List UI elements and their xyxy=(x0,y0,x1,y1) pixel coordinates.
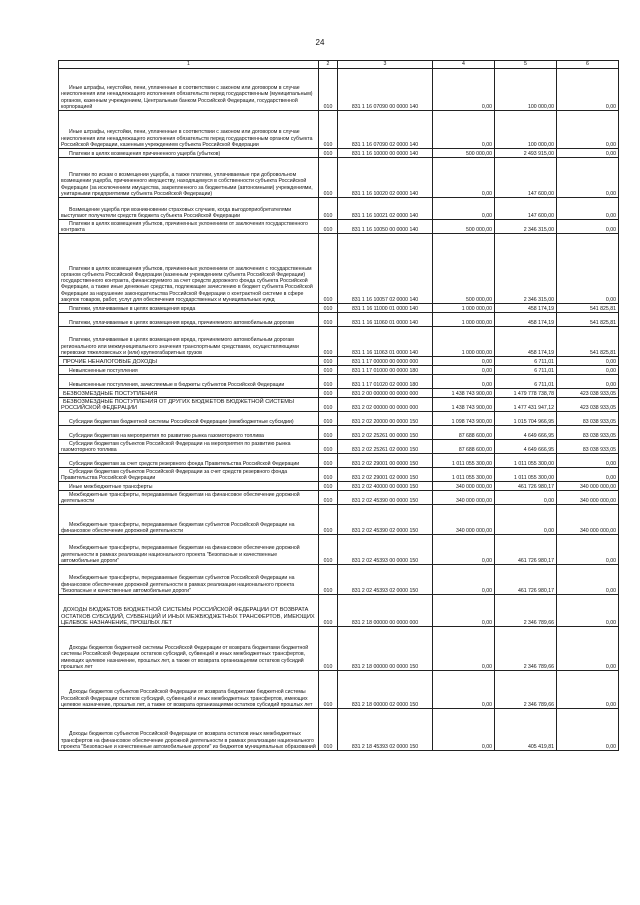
unexecuted-amount-cell: 340 000 000,00 xyxy=(557,505,619,535)
budget-classification-code-cell: 831 2 18 00000 02 0000 150 xyxy=(338,671,433,709)
budget-classification-code-cell: 831 1 16 07090 00 0000 140 xyxy=(338,69,433,111)
approved-amount-cell: 0,00 xyxy=(433,671,495,709)
table-row xyxy=(59,709,619,751)
line-code-cell: 010 xyxy=(319,220,338,234)
table-row xyxy=(59,304,619,313)
line-code-cell: 010 xyxy=(319,313,338,327)
line-code-cell: 010 xyxy=(319,709,338,751)
table-body xyxy=(59,69,619,751)
table-row xyxy=(59,440,619,454)
table-row xyxy=(59,357,619,366)
budget-classification-code-cell: 831 2 02 29001 02 0000 150 xyxy=(338,468,433,482)
executed-amount-cell: 458 174,19 xyxy=(495,327,557,357)
approved-amount-cell: 0,00 xyxy=(433,357,495,366)
budget-classification-code-cell: 831 2 18 00000 00 0000 150 xyxy=(338,627,433,671)
executed-amount-cell: 147 600,00 xyxy=(495,158,557,198)
revenue-name-cell: Иные штрафы, неустойки, пени, уплаченные в соответствии с законом или договором в случае неисполнения или ненадлежащего исполнения обязательств перед государственным органом субъекта Российской Федерации, казенным учреждением субъекта Российской Федерации xyxy=(59,111,319,149)
unexecuted-amount-cell: 83 038 933,05 xyxy=(557,426,619,440)
unexecuted-amount-cell: 83 038 933,05 xyxy=(557,412,619,426)
approved-amount-cell: 0,00 xyxy=(433,627,495,671)
unexecuted-amount-cell: 0,00 xyxy=(557,234,619,304)
approved-amount-cell: 0,00 xyxy=(433,69,495,111)
approved-amount-cell: 0,00 xyxy=(433,198,495,220)
executed-amount-cell: 2 346 789,66 xyxy=(495,627,557,671)
approved-amount-cell: 87 688 600,00 xyxy=(433,426,495,440)
line-code-cell: 010 xyxy=(319,111,338,149)
table-row xyxy=(59,398,619,412)
approved-amount-cell: 500 000,00 xyxy=(433,149,495,158)
table-row xyxy=(59,366,619,375)
line-code-cell: 010 xyxy=(319,454,338,468)
line-code-cell: 010 xyxy=(319,440,338,454)
budget-classification-code-cell: 831 1 16 10050 00 0000 140 xyxy=(338,220,433,234)
table-row xyxy=(59,111,619,149)
unexecuted-amount-cell: 0,00 xyxy=(557,671,619,709)
table-row xyxy=(59,482,619,491)
revenue-name-cell: Платежи в целях возмещения причиненного ущерба (убытков) xyxy=(59,149,319,158)
executed-amount-cell: 147 600,00 xyxy=(495,198,557,220)
budget-classification-code-cell: 831 1 16 11060 01 0000 140 xyxy=(338,313,433,327)
revenue-name-cell: Субсидии бюджетам бюджетной системы Российской Федерации (межбюджетные субсидии) xyxy=(59,412,319,426)
budget-classification-code-cell: 831 2 02 45393 02 0000 150 xyxy=(338,565,433,595)
approved-amount-cell: 0,00 xyxy=(433,595,495,627)
unexecuted-amount-cell: 0,00 xyxy=(557,595,619,627)
revenue-name-cell: Платежи в целях возмещения убытков, причиненных уклонением от заключения государственного контракта xyxy=(59,220,319,234)
approved-amount-cell: 500 000,00 xyxy=(433,234,495,304)
approved-amount-cell: 1 438 743 900,00 xyxy=(433,398,495,412)
budget-classification-code-cell: 831 2 02 25261 00 0000 150 xyxy=(338,426,433,440)
revenue-name-cell: ПРОЧИЕ НЕНАЛОГОВЫЕ ДОХОДЫ xyxy=(59,357,319,366)
executed-amount-cell: 6 711,01 xyxy=(495,375,557,389)
line-code-cell: 010 xyxy=(319,149,338,158)
line-code-cell: 010 xyxy=(319,565,338,595)
approved-amount-cell: 1 011 055 300,00 xyxy=(433,454,495,468)
line-code-cell: 010 xyxy=(319,671,338,709)
revenue-name-cell: Доходы бюджетов субъектов Российской Федерации от возврата бюджетами бюджетной системы Российской Федерации остатков субсидий, субвенций и иных межбюджетных трансфертов, имеющих целевое назначение, прошлых лет, а также от возврата организациями остатков субсидий прошлых лет xyxy=(59,671,319,709)
executed-amount-cell: 1 011 055 300,00 xyxy=(495,468,557,482)
line-code-cell: 010 xyxy=(319,389,338,398)
executed-amount-cell: 4 649 666,95 xyxy=(495,426,557,440)
approved-amount-cell: 500 000,00 xyxy=(433,220,495,234)
approved-amount-cell: 1 000 000,00 xyxy=(433,327,495,357)
budget-classification-code-cell: 831 1 17 01000 00 0000 180 xyxy=(338,366,433,375)
unexecuted-amount-cell: 0,00 xyxy=(557,158,619,198)
budget-classification-code-cell: 831 1 16 07090 02 0000 140 xyxy=(338,111,433,149)
executed-amount-cell: 2 346 789,66 xyxy=(495,671,557,709)
line-code-cell: 010 xyxy=(319,468,338,482)
executed-amount-cell: 1 477 431 947,12 xyxy=(495,398,557,412)
unexecuted-amount-cell: 0,00 xyxy=(557,149,619,158)
unexecuted-amount-cell: 0,00 xyxy=(557,454,619,468)
unexecuted-amount-cell: 0,00 xyxy=(557,69,619,111)
budget-classification-code-cell: 831 1 16 10021 02 0000 140 xyxy=(338,198,433,220)
table-row xyxy=(59,426,619,440)
table-row xyxy=(59,468,619,482)
budget-classification-code-cell: 831 2 18 00000 00 0000 000 xyxy=(338,595,433,627)
revenue-name-cell: Субсидии бюджетам субъектов Российской Федерации на мероприятия по развитию рынка газомоторного топлива xyxy=(59,440,319,454)
column-header: 6 xyxy=(557,61,619,69)
line-code-cell: 010 xyxy=(319,304,338,313)
budget-classification-code-cell: 831 2 02 00000 00 0000 000 xyxy=(338,398,433,412)
line-code-cell: 010 xyxy=(319,491,338,505)
approved-amount-cell: 1 011 055 300,00 xyxy=(433,468,495,482)
unexecuted-amount-cell: 0,00 xyxy=(557,709,619,751)
line-code-cell: 010 xyxy=(319,327,338,357)
budget-classification-code-cell: 831 1 16 11000 01 0000 140 xyxy=(338,304,433,313)
unexecuted-amount-cell: 0,00 xyxy=(557,535,619,565)
line-code-cell: 010 xyxy=(319,398,338,412)
line-code-cell: 010 xyxy=(319,535,338,565)
table-row xyxy=(59,234,619,304)
executed-amount-cell: 405 419,81 xyxy=(495,709,557,751)
executed-amount-cell: 6 711,01 xyxy=(495,366,557,375)
revenue-name-cell: Межбюджетные трансферты, передаваемые бюджетам на финансовое обеспечение дорожной деятельности в рамках реализации национального проекта "Безопасные и качественные автомобильные дороги" xyxy=(59,535,319,565)
budget-classification-code-cell: 831 2 02 45390 02 0000 150 xyxy=(338,505,433,535)
line-code-cell: 010 xyxy=(319,234,338,304)
table-row xyxy=(59,412,619,426)
budget-classification-code-cell: 831 1 17 01020 02 0000 180 xyxy=(338,375,433,389)
approved-amount-cell: 0,00 xyxy=(433,565,495,595)
line-code-cell: 010 xyxy=(319,627,338,671)
unexecuted-amount-cell: 83 038 933,05 xyxy=(557,440,619,454)
executed-amount-cell: 461 726 980,17 xyxy=(495,565,557,595)
executed-amount-cell: 458 174,19 xyxy=(495,313,557,327)
revenue-name-cell: Субсидии бюджетам за счет средств резервного фонда Правительства Российской Федерации xyxy=(59,454,319,468)
budget-classification-code-cell: 831 2 02 45390 00 0000 150 xyxy=(338,491,433,505)
unexecuted-amount-cell: 0,00 xyxy=(557,111,619,149)
table-row xyxy=(59,491,619,505)
budget-classification-code-cell: 831 2 02 20000 00 0000 150 xyxy=(338,412,433,426)
unexecuted-amount-cell: 423 038 933,05 xyxy=(557,398,619,412)
table-row xyxy=(59,671,619,709)
unexecuted-amount-cell: 0,00 xyxy=(557,220,619,234)
approved-amount-cell: 1 438 743 900,00 xyxy=(433,389,495,398)
revenue-name-cell: Доходы бюджетов субъектов Российской Федерации от возврата остатков иных межбюджетных трансфертов на финансовое обеспечение дорожной деятельности в рамках реализации национального проекта "Безопасные и качественные автомобильные дороги" из бюджетов муниципальных образований xyxy=(59,709,319,751)
budget-classification-code-cell: 831 2 02 45393 00 0000 150 xyxy=(338,535,433,565)
budget-classification-code-cell: 831 1 17 00000 00 0000 000 xyxy=(338,357,433,366)
budget-classification-code-cell: 831 1 16 10000 00 0000 140 xyxy=(338,149,433,158)
table-row xyxy=(59,505,619,535)
line-code-cell: 010 xyxy=(319,158,338,198)
line-code-cell: 010 xyxy=(319,412,338,426)
executed-amount-cell: 2 493 915,00 xyxy=(495,149,557,158)
revenue-name-cell: Возмещение ущерба при возникновении страховых случаев, когда выгодоприобретателями выступают получатели средств бюджета субъекта Российской Федерации xyxy=(59,198,319,220)
executed-amount-cell: 0,00 xyxy=(495,491,557,505)
table-row xyxy=(59,565,619,595)
column-header: 5 xyxy=(495,61,557,69)
executed-amount-cell: 2 346 789,66 xyxy=(495,595,557,627)
approved-amount-cell: 0,00 xyxy=(433,366,495,375)
approved-amount-cell: 1 000 000,00 xyxy=(433,313,495,327)
revenue-name-cell: Доходы бюджетов бюджетной системы Российской Федерации от возврата бюджетами бюджетной системы Российской Федерации остатков субсидий, субвенций и иных межбюджетных трансфертов, имеющих целевое назначение, прошлых лет, а также от возврата организациями остатков субсидий прошлых лет xyxy=(59,627,319,671)
column-header: 4 xyxy=(433,61,495,69)
table-row xyxy=(59,158,619,198)
executed-amount-cell: 100 000,00 xyxy=(495,111,557,149)
line-code-cell: 010 xyxy=(319,375,338,389)
budget-classification-code-cell: 831 1 16 10057 02 0000 140 xyxy=(338,234,433,304)
executed-amount-cell: 1 011 055 300,00 xyxy=(495,454,557,468)
unexecuted-amount-cell: 0,00 xyxy=(557,627,619,671)
revenue-name-cell: Платежи, уплачиваемые в целях возмещения вреда xyxy=(59,304,319,313)
executed-amount-cell: 1 015 704 966,95 xyxy=(495,412,557,426)
executed-amount-cell: 6 711,01 xyxy=(495,357,557,366)
revenue-name-cell: Невыясненные поступления, зачисляемые в бюджеты субъектов Российской Федерации xyxy=(59,375,319,389)
line-code-cell: 010 xyxy=(319,357,338,366)
unexecuted-amount-cell: 340 000 000,00 xyxy=(557,491,619,505)
executed-amount-cell: 2 346 315,00 xyxy=(495,220,557,234)
revenue-name-cell: Платежи в целях возмещения убытков, причиненных уклонением от заключения с государственным органом субъекта Российской Федерации (казенным учреждением субъекта Российской Федерации) государственного контракта, финансируемого за счет средств дорожного фонда субъекта Российской Федерации, а также иные денежные средства, подлежащие зачислению в бюджет субъекта Российской Федерации за нарушение законодательства Российской Федерации о контрактной системе в сфере закупок товаров, работ, услуг для обеспечения государственных и муниципальных нужд xyxy=(59,234,319,304)
unexecuted-amount-cell: 541 825,81 xyxy=(557,327,619,357)
line-code-cell: 010 xyxy=(319,505,338,535)
table-row xyxy=(59,149,619,158)
approved-amount-cell: 0,00 xyxy=(433,375,495,389)
executed-amount-cell: 461 726 980,17 xyxy=(495,482,557,491)
revenue-name-cell: Субсидии бюджетам на мероприятия по развитию рынка газомоторного топлива xyxy=(59,426,319,440)
approved-amount-cell: 0,00 xyxy=(433,158,495,198)
revenue-name-cell: БЕЗВОЗМЕЗДНЫЕ ПОСТУПЛЕНИЯ ОТ ДРУГИХ БЮДЖЕТОВ БЮДЖЕТНОЙ СИСТЕМЫ РОССИЙСКОЙ ФЕДЕРАЦИИ xyxy=(59,398,319,412)
table-row xyxy=(59,313,619,327)
revenue-name-cell: Межбюджетные трансферты, передаваемые бюджетам субъектов Российской Федерации на финансовое обеспечение дорожной деятельности в рамках реализации национального проекта "Безопасные и качественные автомобильные дороги" xyxy=(59,565,319,595)
unexecuted-amount-cell: 541 825,81 xyxy=(557,304,619,313)
unexecuted-amount-cell: 541 825,81 xyxy=(557,313,619,327)
approved-amount-cell: 1 098 743 900,00 xyxy=(433,412,495,426)
table-row xyxy=(59,327,619,357)
executed-amount-cell: 100 000,00 xyxy=(495,69,557,111)
executed-amount-cell: 458 174,19 xyxy=(495,304,557,313)
unexecuted-amount-cell: 423 038 933,05 xyxy=(557,389,619,398)
unexecuted-amount-cell: 0,00 xyxy=(557,366,619,375)
approved-amount-cell: 340 000 000,00 xyxy=(433,491,495,505)
table-header-row xyxy=(59,61,619,69)
approved-amount-cell: 87 688 600,00 xyxy=(433,440,495,454)
approved-amount-cell: 0,00 xyxy=(433,535,495,565)
budget-classification-code-cell: 831 2 18 45393 02 0000 150 xyxy=(338,709,433,751)
budget-classification-code-cell: 831 2 02 29001 00 0000 150 xyxy=(338,454,433,468)
revenue-name-cell: Межбюджетные трансферты, передаваемые бюджетам субъектов Российской Федерации на финансовое обеспечение дорожной деятельности xyxy=(59,505,319,535)
approved-amount-cell: 0,00 xyxy=(433,709,495,751)
revenue-name-cell: Платежи, уплачиваемые в целях возмещения вреда, причиняемого автомобильным дорогам регионального или межмуниципального значения транспортными средствами, осуществляющими перевозки тяжеловесных и (или) крупногабаритных грузов xyxy=(59,327,319,357)
unexecuted-amount-cell: 0,00 xyxy=(557,198,619,220)
revenue-name-cell: Иные штрафы, неустойки, пени, уплаченные в соответствии с законом или договором в случае неисполнения или ненадлежащего исполнения обязательств перед государственным (муниципальным) органом, казенным учреждением, Центральным банком Российской Федерации, государственной корпорацией xyxy=(59,69,319,111)
table-row xyxy=(59,220,619,234)
revenue-name-cell: Субсидии бюджетам субъектов Российской Федерации за счет средств резервного фонда Правительства Российской Федерации xyxy=(59,468,319,482)
budget-classification-code-cell: 831 1 16 10020 02 0000 140 xyxy=(338,158,433,198)
budget-classification-code-cell: 831 2 02 25261 02 0000 150 xyxy=(338,440,433,454)
executed-amount-cell: 1 479 778 738,78 xyxy=(495,389,557,398)
executed-amount-cell: 2 346 315,00 xyxy=(495,234,557,304)
revenue-name-cell: Платежи, уплачиваемые в целях возмещения вреда, причиняемого автомобильным дорогам xyxy=(59,313,319,327)
line-code-cell: 010 xyxy=(319,426,338,440)
line-code-cell: 010 xyxy=(319,482,338,491)
unexecuted-amount-cell: 340 000 000,00 xyxy=(557,482,619,491)
line-code-cell: 010 xyxy=(319,69,338,111)
approved-amount-cell: 340 000 000,00 xyxy=(433,505,495,535)
executed-amount-cell: 4 649 666,95 xyxy=(495,440,557,454)
table-row xyxy=(59,375,619,389)
column-header: 3 xyxy=(338,61,433,69)
unexecuted-amount-cell: 0,00 xyxy=(557,468,619,482)
budget-classification-code-cell: 831 1 16 11063 01 0000 140 xyxy=(338,327,433,357)
column-header: 2 xyxy=(319,61,338,69)
revenue-name-cell: Иные межбюджетные трансферты xyxy=(59,482,319,491)
budget-revenue-table xyxy=(58,60,619,751)
revenue-name-cell: БЕЗВОЗМЕЗДНЫЕ ПОСТУПЛЕНИЯ xyxy=(59,389,319,398)
revenue-name-cell: ДОХОДЫ БЮДЖЕТОВ БЮДЖЕТНОЙ СИСТЕМЫ РОССИЙСКОЙ ФЕДЕРАЦИИ ОТ ВОЗВРАТА ОСТАТКОВ СУБСИДИЙ, СУБВЕНЦИЙ И ИНЫХ МЕЖБЮДЖЕТНЫХ ТРАНСФЕРТОВ, ИМЕЮЩИХ ЦЕЛЕВОЕ НАЗНАЧЕНИЕ, ПРОШЛЫХ ЛЕТ xyxy=(59,595,319,627)
revenue-name-cell: Платежи по искам о возмещении ущерба, а также платежи, уплачиваемые при добровольном возмещении ущерба, причиненного имуществу, находящемуся в собственности субъекта Российской Федерации (за исключением имущества, закрепленного за бюджетными (автономными) учреждениями, унитарными предприятиями субъекта Российской Федерации) xyxy=(59,158,319,198)
unexecuted-amount-cell: 0,00 xyxy=(557,375,619,389)
page-number: 24 xyxy=(315,38,325,47)
table-row xyxy=(59,535,619,565)
table-row xyxy=(59,627,619,671)
executed-amount-cell: 0,00 xyxy=(495,505,557,535)
table-row xyxy=(59,454,619,468)
revenue-name-cell: Невыясненные поступления xyxy=(59,366,319,375)
table-row xyxy=(59,198,619,220)
approved-amount-cell: 1 000 000,00 xyxy=(433,304,495,313)
budget-classification-code-cell: 831 2 02 40000 00 0000 150 xyxy=(338,482,433,491)
unexecuted-amount-cell: 0,00 xyxy=(557,357,619,366)
unexecuted-amount-cell: 0,00 xyxy=(557,565,619,595)
line-code-cell: 010 xyxy=(319,198,338,220)
line-code-cell: 010 xyxy=(319,366,338,375)
approved-amount-cell: 340 000 000,00 xyxy=(433,482,495,491)
budget-classification-code-cell: 831 2 00 00000 00 0000 000 xyxy=(338,389,433,398)
table-row xyxy=(59,389,619,398)
table-row xyxy=(59,69,619,111)
column-header: 1 xyxy=(59,61,319,69)
executed-amount-cell: 461 726 980,17 xyxy=(495,535,557,565)
line-code-cell: 010 xyxy=(319,595,338,627)
revenue-name-cell: Межбюджетные трансферты, передаваемые бюджетам на финансовое обеспечение дорожной деятельности xyxy=(59,491,319,505)
table-row xyxy=(59,595,619,627)
approved-amount-cell: 0,00 xyxy=(433,111,495,149)
